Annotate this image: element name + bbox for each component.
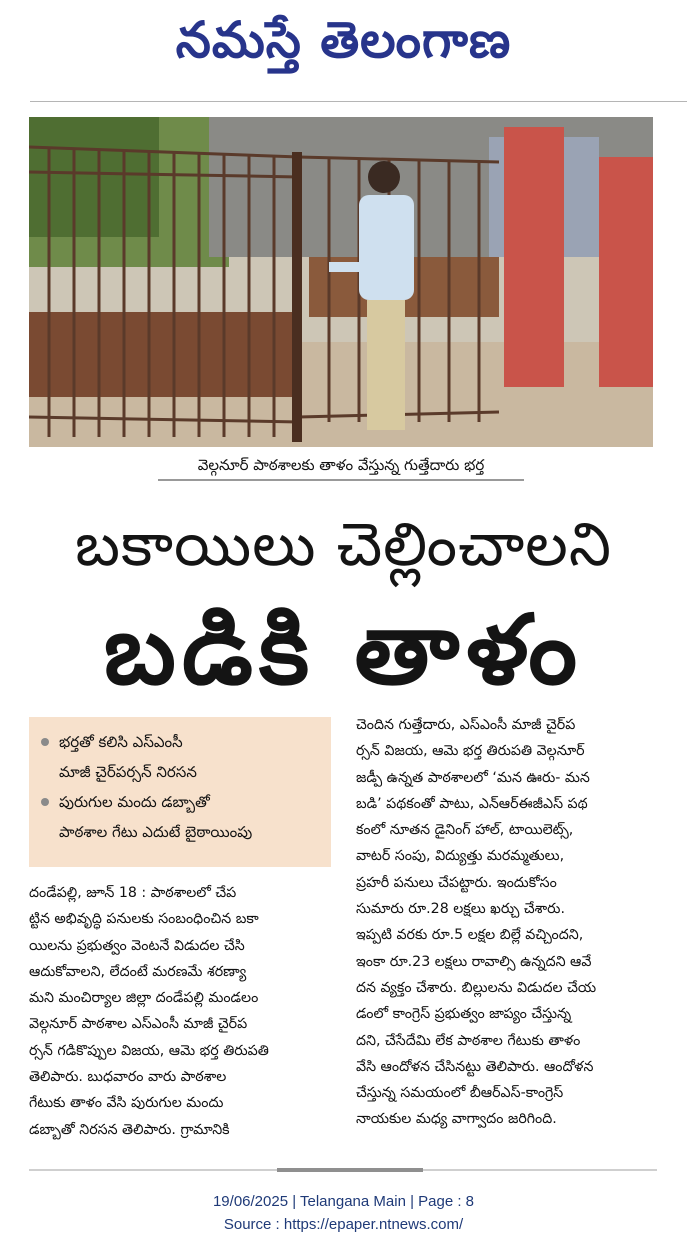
masthead bbox=[0, 0, 687, 100]
article-line: డంలో కాంగ్రెస్ ప్రభుత్వం జాప్యం చేస్తున్న bbox=[356, 1006, 572, 1023]
highlight-item bbox=[39, 727, 323, 787]
news-photo bbox=[29, 117, 653, 447]
masthead-divider bbox=[30, 101, 687, 102]
article-line: కంలో నూతన డైనింగ్ హాల్, టాయిలెట్స్, bbox=[356, 822, 574, 839]
photo-caption: వెల్గనూర్ పాఠశాలకు తాళం వేస్తున్న గుత్తేదారు భర్త bbox=[158, 451, 524, 481]
article-line: దన వ్యక్తం చేశారు. బిల్లులను విడుదల చేయ bbox=[356, 979, 597, 996]
article-line: గేటుకు తాళం వేసి పురుగుల మందు bbox=[29, 1095, 224, 1112]
article-line: బడి’ పథకంతో పాటు, ఎన్ఆర్ఈజీఎస్ పథ bbox=[356, 795, 588, 812]
bullet-icon bbox=[41, 798, 49, 806]
article-line: ర్సన్ విజయ, ఆమె భర్త తిరుపతి వెల్గనూర్ bbox=[356, 743, 585, 760]
article-column-left bbox=[29, 880, 341, 1143]
source-link[interactable]: Source : https://epaper.ntnews.com/ bbox=[223, 1216, 464, 1233]
article-line: ట్టిన అభివృద్ధి పనులకు సంబంధించిన బకా bbox=[29, 911, 259, 928]
article-line: డబ్బాతో నిరసన తెలిపారు. గ్రామానికి bbox=[29, 1121, 230, 1138]
highlight-line: పురుగుల మందు డబ్బాతో bbox=[59, 793, 210, 811]
headline-line-1: బకాయిలు చెల్లించాలని bbox=[75, 510, 612, 580]
article-column-right bbox=[356, 712, 656, 1133]
footer-divider-accent bbox=[277, 1168, 423, 1172]
article-line: వాటర్ సంపు, విద్యుత్తు మరమ్మతులు, bbox=[356, 848, 565, 865]
article-line: చెందిన గుత్తేదారు, ఎస్ఎంసీ మాజీ చైర్‌ప bbox=[356, 717, 576, 733]
article-line: దని, చేసేదేమి లేక పాఠశాల గేటుకు తాళం bbox=[356, 1032, 581, 1049]
highlights-box bbox=[29, 717, 331, 867]
newspaper-logo: నమస్తే తెలంగాణ bbox=[175, 11, 512, 69]
article-line: జడ్పీ ఉన్నత పాఠశాలలో ‘మన ఊరు- మన bbox=[356, 769, 590, 786]
article-line: వెల్గనూర్ పాఠశాల ఎస్ఎంసీ మాజీ చైర్‌ప bbox=[29, 1016, 248, 1033]
article-line: సుమారు రూ.28 లక్షలు ఖర్చు చేశారు. bbox=[356, 901, 565, 918]
highlight-line: పాఠశాల గేటు ఎదుటే బైఠాయింపు bbox=[59, 823, 253, 841]
article-line: నాయకుల మధ్య వాగ్వాదం జరిగింది. bbox=[356, 1111, 557, 1128]
highlight-line: భర్తతో కలిసి ఎస్ఎంసీ bbox=[59, 733, 183, 751]
article-line: వేసి ఆందోళన చేసినట్టు తెలిపారు. ఆందోళన bbox=[356, 1058, 594, 1075]
highlight-item bbox=[39, 787, 323, 847]
headline-line-2: బడికి తాళం bbox=[103, 594, 584, 706]
article-line: యిలను ప్రభుత్వం వెంటనే విడుదల చేసి bbox=[29, 937, 245, 954]
article-line: చేస్తున్న సమయంలో బీఆర్ఎస్-కాంగ్రెస్ bbox=[356, 1085, 564, 1102]
article-line: ఇంకా రూ.23 లక్షలు రావాల్సి ఉన్నదని ఆవే bbox=[356, 953, 592, 970]
article-line: తెలిపారు. బుధవారం వారు పాఠశాల bbox=[29, 1069, 227, 1086]
edition-info: 19/06/2025 | Telangana Main | Page : 8 bbox=[212, 1193, 475, 1210]
article-line: ఇప్పటి వరకు రూ.5 లక్షల బిల్లే వచ్చిందని, bbox=[356, 927, 584, 944]
article-line: దండేపల్లి, జూన్ 18 : పాఠశాలలో చేప bbox=[29, 885, 237, 901]
article-line: మని మంచిర్యాల జిల్లా దండేపల్లి మండలం bbox=[29, 990, 259, 1007]
highlight-line: మాజీ చైర్‌పర్సన్ నిరసన bbox=[59, 763, 197, 781]
article-line: ర్సన్ గడికొప్పుల విజయ, ఆమె భర్త తిరుపతి bbox=[29, 1042, 269, 1059]
bullet-icon bbox=[41, 738, 49, 746]
article-line: ప్రహరీ పనులు చేపట్టారు. ఇందుకోసం bbox=[356, 874, 557, 891]
article-line: ఆదుకోవాలని, లేదంటే మరణమే శరణ్యా bbox=[29, 963, 247, 980]
school-gate-photo bbox=[29, 117, 653, 447]
